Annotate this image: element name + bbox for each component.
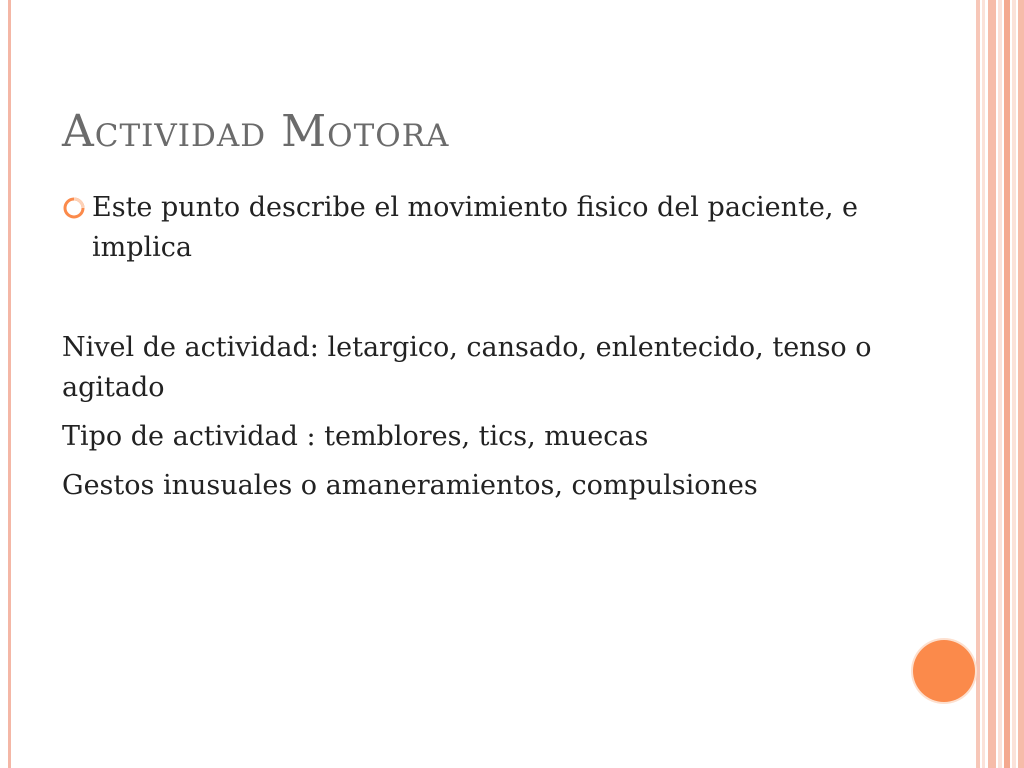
stripe xyxy=(988,0,996,768)
stripe xyxy=(1012,0,1016,768)
body-line-activity-level: Nivel de actividad: letargico, cansado, enlentecido, tenso o agitado xyxy=(62,332,872,403)
bullet-text: Este punto describe el movimiento fisico del paciente, e implica xyxy=(92,192,859,263)
ring-bullet-icon xyxy=(62,196,86,220)
bullet-list xyxy=(62,188,902,268)
slide-title: Actividad Motora xyxy=(62,106,450,157)
right-decorative-stripes xyxy=(976,0,1024,768)
body-line-activity-type: Tipo de actividad : temblores, tics, muecas xyxy=(62,421,649,452)
body-lines xyxy=(62,328,902,515)
bullet-item xyxy=(62,188,902,268)
stripe xyxy=(998,0,1002,768)
stripe xyxy=(982,0,985,768)
stripe xyxy=(976,0,980,768)
stripe xyxy=(1004,0,1010,768)
left-border-line xyxy=(8,0,11,768)
stripe xyxy=(1018,0,1024,768)
body-line-gestures: Gestos inusuales o amaneramientos, compulsiones xyxy=(62,470,758,501)
orange-circle-decoration xyxy=(913,640,975,702)
